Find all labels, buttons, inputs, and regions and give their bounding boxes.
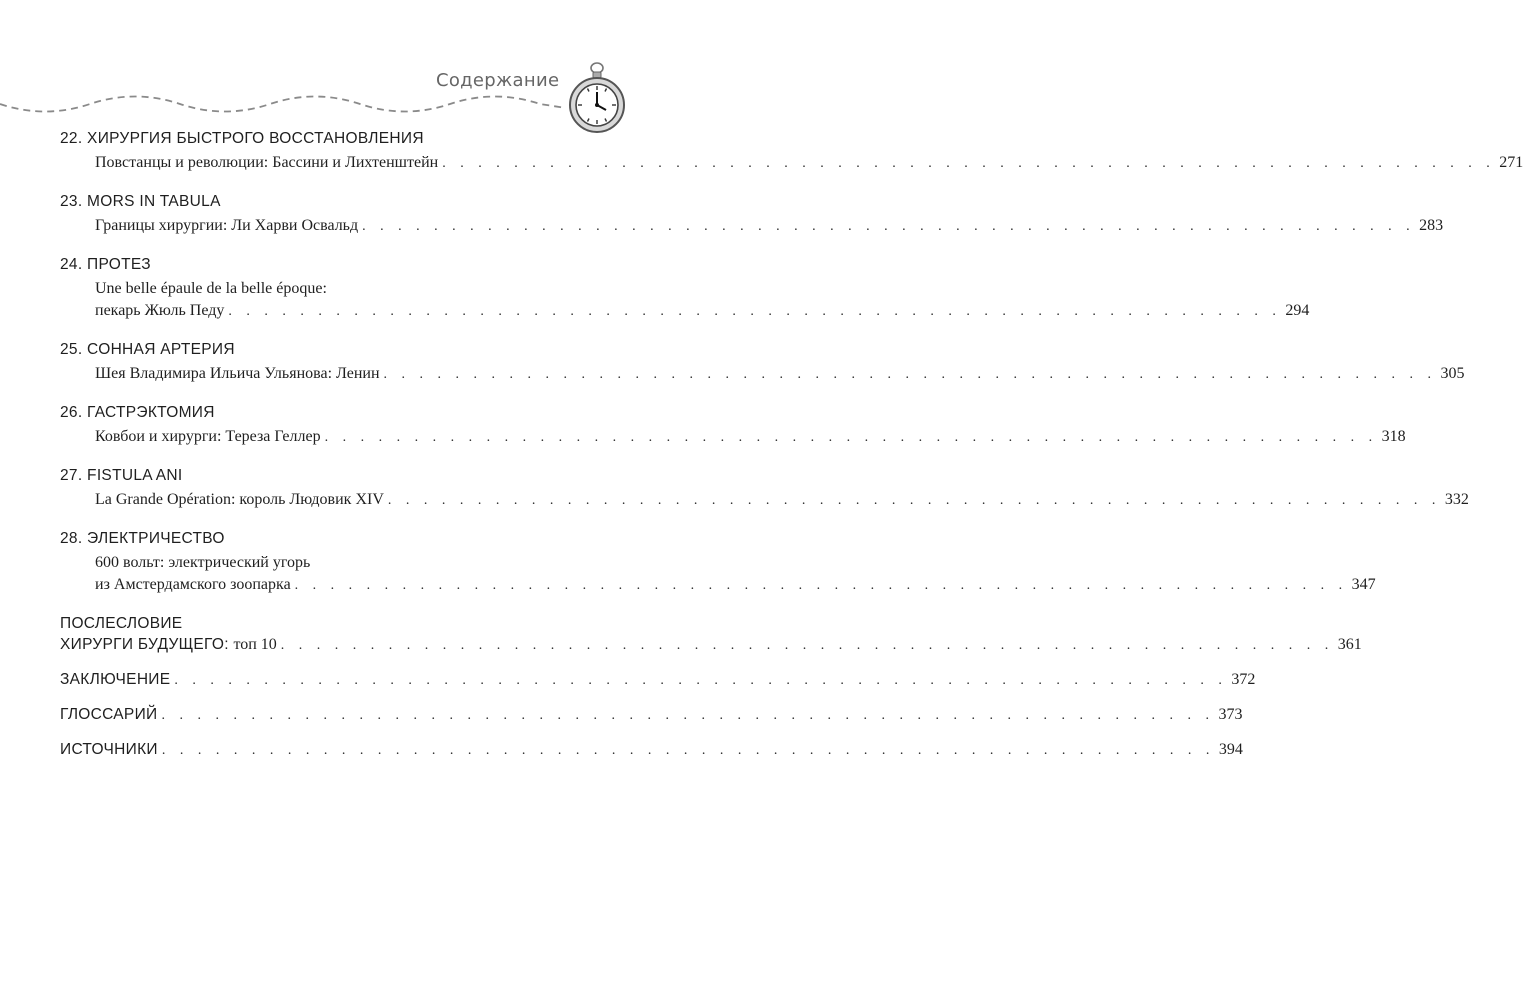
wavy-divider bbox=[0, 90, 566, 114]
page-number: 372 bbox=[1231, 671, 1256, 688]
toc-chapter-27 bbox=[60, 465, 1469, 512]
leader-dots: . . . . . . . . . . . . . . . . . . . . . . . . . . . . . . . . . . . . . . . . . . . . . . . . . . . . . . . . . . . bbox=[161, 708, 1215, 723]
leader-dots: . . . . . . . . . . . . . . . . . . . . . . . . . . . . . . . . . . . . . . . . . . . . . . . . . . . . . . . . . . . bbox=[161, 743, 1215, 758]
chapter-entry bbox=[60, 215, 1444, 238]
chapter-heading: 26. ГАСТРЭКТОМИЯ bbox=[60, 404, 215, 421]
pocket-watch-icon bbox=[566, 62, 628, 134]
table-of-contents bbox=[60, 128, 1523, 774]
toc-glossary bbox=[60, 704, 1243, 727]
leader-dots: . . . . . . . . . . . . . . . . . . . . . . . . . . . . . . . . . . . . . . . . . . . . . . . . . . . . . . . . . . . bbox=[362, 219, 1416, 234]
toc-chapter-26 bbox=[60, 402, 1406, 449]
toc-chapter-23 bbox=[60, 191, 1444, 238]
leader-dots: . . . . . . . . . . . . . . . . . . . . . . . . . . . . . . . . . . . . . . . . . . . . . . . . . . . . . . . . . . . bbox=[280, 638, 1334, 653]
back-matter-label: ГЛОССАРИЙ bbox=[60, 706, 158, 723]
leader-dots: . . . . . . . . . . . . . . . . . . . . . . . . . . . . . . . . . . . . . . . . . . . . . . . . . . . . . . . . . . . bbox=[228, 304, 1282, 319]
back-matter-label: ИСТОЧНИКИ bbox=[60, 741, 158, 758]
page-number: 318 bbox=[1381, 428, 1406, 445]
toc-chapter-22 bbox=[60, 128, 1523, 175]
chapter-entry bbox=[60, 363, 1465, 386]
chapter-heading: 22. ХИРУРГИЯ БЫСТРОГО ВОССТАНОВЛЕНИЯ bbox=[60, 130, 424, 147]
afterword-subtitle: топ 10 bbox=[233, 636, 277, 653]
toc-chapter-28 bbox=[60, 528, 1376, 597]
entry-text: пекарь Жюль Педу bbox=[95, 302, 225, 319]
toc-chapter-24 bbox=[60, 254, 1310, 323]
leader-dots: . . . . . . . . . . . . . . . . . . . . . . . . . . . . . . . . . . . . . . . . . . . . . . . . . . . . . . . . . . . bbox=[383, 367, 1437, 382]
chapter-heading: 27. FISTULA ANI bbox=[60, 467, 183, 484]
leader-dots: . . . . . . . . . . . . . . . . . . . . . . . . . . . . . . . . . . . . . . . . . . . . . . . . . . . . . . . . . . . bbox=[442, 156, 1496, 171]
chapter-entry bbox=[60, 152, 1523, 175]
entry-text: Une belle épaule de la belle époque: bbox=[95, 280, 327, 297]
entry-text: Повстанцы и революции: Бассини и Лихтенштейн bbox=[95, 154, 439, 171]
afterword-heading: ПОСЛЕСЛОВИЕ bbox=[60, 615, 183, 632]
chapter-heading: 25. СОННАЯ АРТЕРИЯ bbox=[60, 341, 235, 358]
toc-chapter-25 bbox=[60, 339, 1465, 386]
leader-dots: . . . . . . . . . . . . . . . . . . . . . . . . . . . . . . . . . . . . . . . . . . . . . . . . . . . . . . . . . . . bbox=[324, 430, 1378, 445]
chapter-entry bbox=[60, 426, 1406, 449]
chapter-entry bbox=[60, 552, 1376, 597]
chapter-heading: 24. ПРОТЕЗ bbox=[60, 256, 151, 273]
page-number: 271 bbox=[1499, 154, 1523, 171]
afterword-title: ХИРУРГИ БУДУЩЕГО: bbox=[60, 636, 229, 653]
leader-dots: . . . . . . . . . . . . . . . . . . . . . . . . . . . . . . . . . . . . . . . . . . . . . . . . . . . . . . . . . . . bbox=[387, 493, 1441, 508]
page-number: 347 bbox=[1351, 576, 1376, 593]
back-matter-label: ЗАКЛЮЧЕНИЕ bbox=[60, 671, 171, 688]
entry-text: Шея Владимира Ильича Ульянова: Ленин bbox=[95, 365, 380, 382]
leader-dots: . . . . . . . . . . . . . . . . . . . . . . . . . . . . . . . . . . . . . . . . . . . . . . . . . . . . . . . . . . . bbox=[294, 578, 1348, 593]
page-number: 294 bbox=[1285, 302, 1310, 319]
entry-text: Ковбои и хирурги: Тереза Геллер bbox=[95, 428, 321, 445]
page-number: 394 bbox=[1218, 741, 1243, 758]
entry-text: Границы хирургии: Ли Харви Освальд bbox=[95, 217, 359, 234]
entry-text: из Амстердамского зоопарка bbox=[95, 576, 291, 593]
toc-conclusion bbox=[60, 669, 1256, 692]
page-number: 283 bbox=[1419, 217, 1444, 234]
chapter-heading: 28. ЭЛЕКТРИЧЕСТВО bbox=[60, 530, 225, 547]
leader-dots: . . . . . . . . . . . . . . . . . . . . . . . . . . . . . . . . . . . . . . . . . . . . . . . . . . . . . . . . . . . bbox=[174, 673, 1228, 688]
page-title: Содержание bbox=[436, 70, 560, 91]
page-number: 332 bbox=[1444, 491, 1469, 508]
entry-text: La Grande Opération: король Людовик XIV bbox=[95, 491, 384, 508]
page-number: 305 bbox=[1440, 365, 1465, 382]
page-number: 361 bbox=[1337, 636, 1362, 653]
chapter-heading: 23. MORS IN TABULA bbox=[60, 193, 221, 210]
page-number: 373 bbox=[1218, 706, 1243, 723]
chapter-entry bbox=[60, 489, 1469, 512]
entry-text: 600 вольт: электрический угорь bbox=[95, 554, 311, 571]
toc-afterword bbox=[60, 613, 1362, 657]
chapter-entry bbox=[60, 278, 1310, 323]
toc-sources bbox=[60, 739, 1243, 762]
